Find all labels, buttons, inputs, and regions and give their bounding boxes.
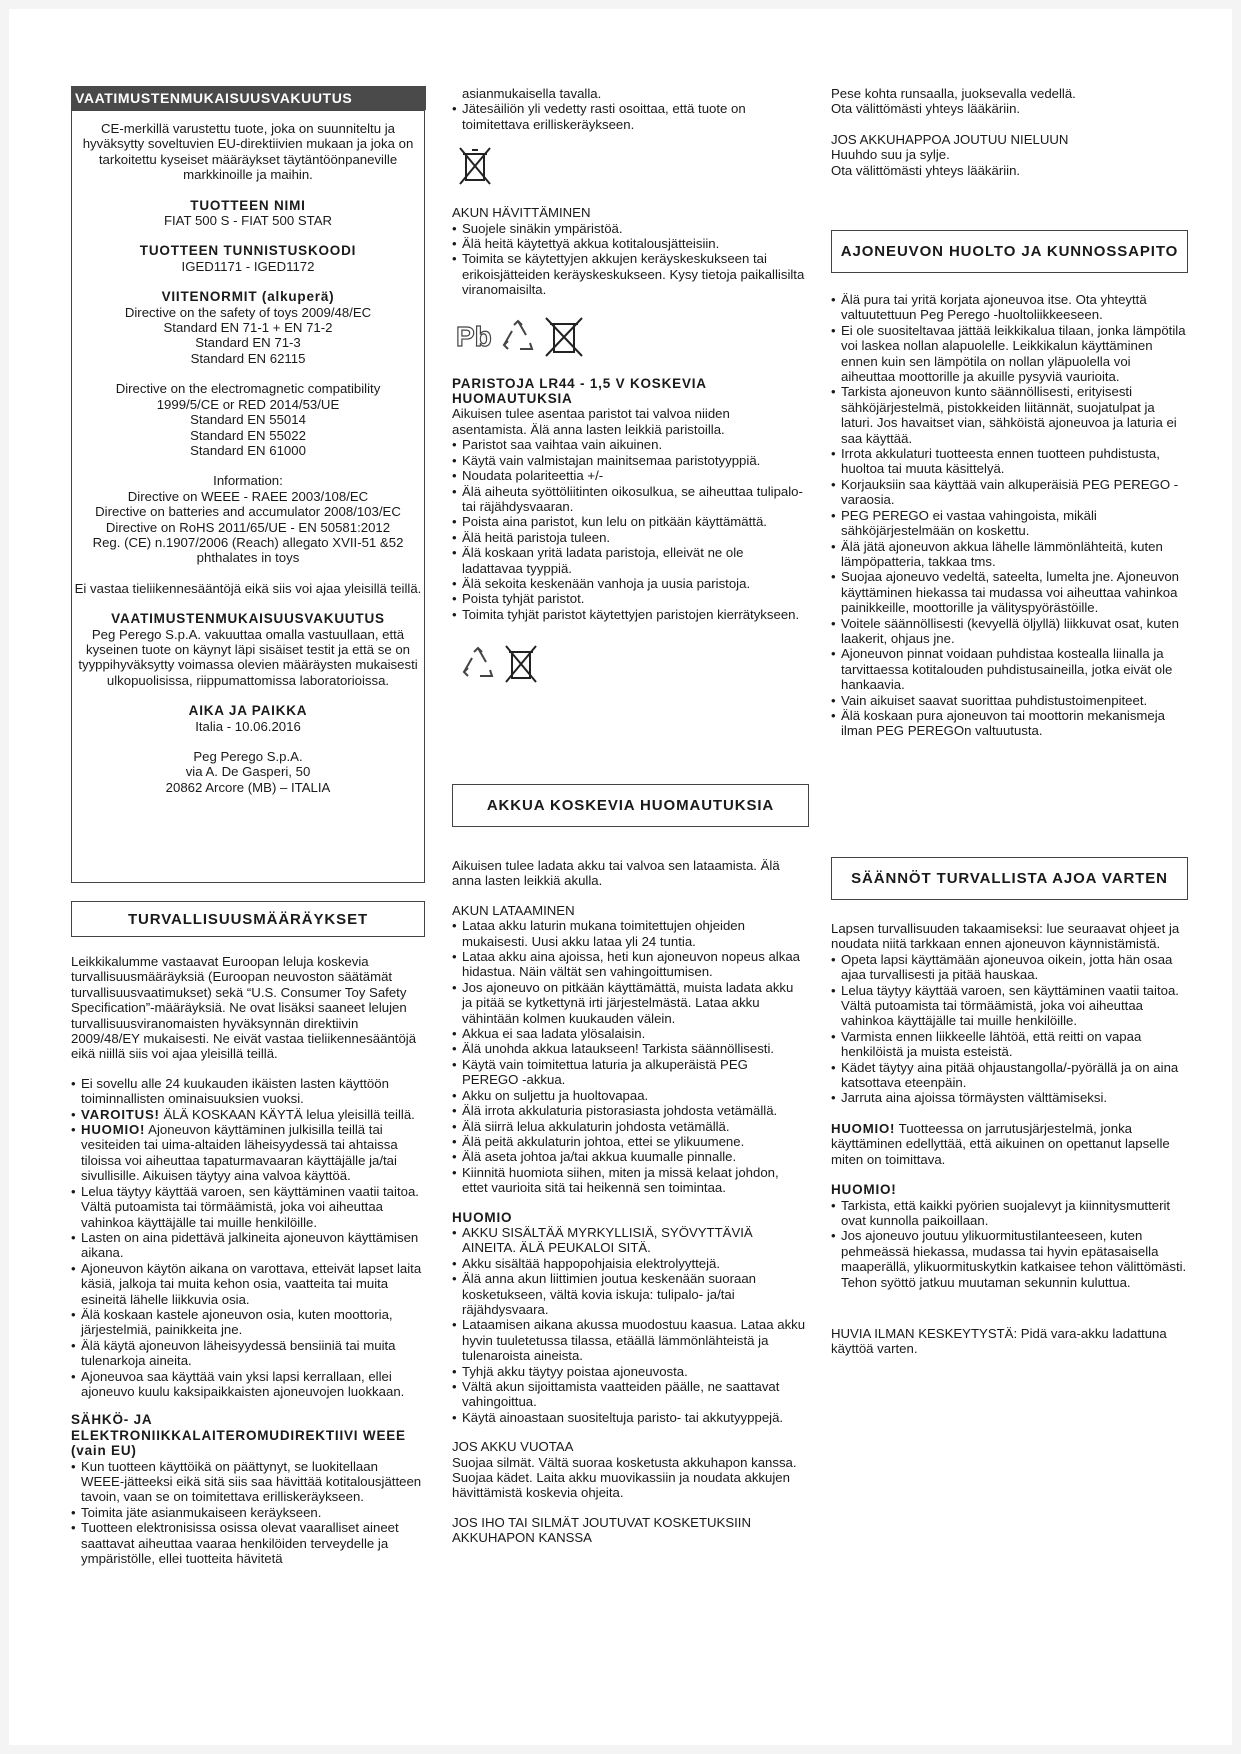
list-item: • Jätesäiliön yli vedetty rasti osoittaa, että tuote on toimitettava erilliskeräykseen. [452,101,807,132]
norm-line: Standard EN 71-1 + EN 71-2 [163,320,333,336]
disposal-icons [456,312,807,362]
list-item: • Älä heitä käytettyä akkua kotitalousjätteisiin. [452,236,807,251]
list-item: • Älä siirrä lelua akkulaturin johdosta vetämällä. [452,1119,807,1134]
lr44-list [452,437,807,622]
leak-text: Suojaa kädet. Laita akku muovikassiin ja noudata akkujen hävittämistä koskevia ohjeita. [452,1470,790,1501]
battery-header: AKKUA KOSKEVIA HUOMAUTUKSIA [452,784,809,827]
list-item: • Akku sisältää happopohjaisia elektrolyyttejä. [452,1256,807,1271]
list-item: • Älä anna akun liittimien joutua keskenään suoraan kosketukseen, vältä kovia iskuja: tulipalo- ja/tai räjähdysvaara. [452,1271,807,1317]
huomio2-label: HUOMIO! [831,1182,897,1198]
info-line: phthalates in toys [196,550,300,566]
time-place: Italia - 10.06.2016 [195,718,301,734]
declaration-header: VAATIMUSTENMUKAISUUSVAKUUTUS [71,86,426,110]
norm-line: 1999/5/CE or RED 2014/53/UE [156,396,340,412]
huomio-label: HUOMIO [452,1209,513,1225]
list-item: • Älä aseta johtoa ja/tai akkua kuumalle pinnalle. [452,1149,807,1164]
list-item: • Lataa akku aina ajoissa, heti kun ajoneuvon nopeus alkaa hidastua. Näin vältät sen vahingoittumisen. [452,949,807,980]
lr44-intro: Aikuisen tulee asentaa paristot tai valvoa niiden asentamista. Älä anna lasten leikkiä paristoilla. [452,406,730,437]
crossed-bin-icon [458,144,807,190]
crossed-bin-icon [504,642,538,686]
list-item: • PEG PEREGO ei vastaa vahingoista, mikäli sähköjärjestelmään on koskettu. [831,508,1188,539]
list-item: • Poista tyhjät paristot. [452,591,807,606]
list-item: • Poista aina paristot, kun lelu on pitkään käyttämättä. [452,514,807,529]
rinse-text: Pese kohta runsaalla, juoksevalla vedellä. [831,86,1076,101]
list-item: • Älä käytä ajoneuvon läheisyydessä bensiiniä tai muita tulenarkoja aineita. [71,1338,423,1369]
info-line: Directive on RoHS 2011/65/UE - EN 50581:2012 [105,519,391,535]
list-item: • Toimita tyhjät paristot käytettyjen paristojen kierrätykseen. [452,607,807,622]
list-item: • Lelua täytyy käyttää varoen, sen käyttäminen vaatii taitoa. Vältä putoamista tai törmäämistä, joka voi aiheuttaa vahinkoa käyttäjälle tai muille henkilöille. [71,1184,423,1230]
disposal-list [452,221,807,298]
list-item: • AKKU SISÄLTÄÄ MYRKYLLISIÄ, SYÖVYTTÄVIÄ AINEITA. ÄLÄ PEUKALOI SITÄ. [452,1225,807,1256]
list-item: • Akku on suljettu ja huoltovapaa. [452,1088,807,1103]
doctor-text: Ota välittömästi yhteys lääkäriin. [831,101,1021,117]
list-item: • Vältä akun sijoittamista vaatteiden päälle, ne saattavat vahingoittua. [452,1379,807,1410]
battery-disposal-section [452,86,807,686]
info-line: Reg. (CE) n.1907/2006 (Reach) allegato XVII-51 &52 [92,534,404,550]
list-item: • Käytä vain valmistajan mainitsemaa paristotyyppiä. [452,453,807,468]
recycle-icon [500,319,536,355]
list-item: • Vain aikuiset saavat suorittaa puhdistustoimenpiteet. [831,693,1188,708]
norm-line: Standard EN 55014 [190,412,306,428]
list-item: • Jos ajoneuvo joutuu ylikuormitustilanteeseen, kuten pehmeässä hiekassa, mudassa tai hyvin epätasaisella maaperällä, ylikuormituskytkin katkaisee tehon välittömästi. Tehon syöttö jatkuu muutaman sekunnin kuluttua. [831,1228,1188,1290]
list-item: • Ajoneuvoa saa käyttää vain yksi lapsi kerrallaan, ellei ajoneuvo kuulu kaksipaikkaisten ajoneuvojen luokkaan. [71,1369,423,1400]
crossed-bin-icon-svg [458,144,492,188]
list-item: • Älä aiheuta syöttöliitinten oikosulkua, se aiheuttaa tulipalo- tai räjähdysvaaran. [452,484,807,515]
list-item: • Tarkista ajoneuvon kunto säännöllisesti, erityisesti sähköjärjestelmä, pistokkeiden liitännät, suojatulpat ja laturi. Jos havaitset vian, sähköistä ajoneuvoa ja laturia ei saa käyttää. [831,384,1188,446]
list-item: • Älä unohda akkua lataukseen! Tarkista säännöllisesti. [452,1041,807,1056]
lr44-label: PARISTOJA LR44 - 1,5 V KOSKEVIA HUOMAUTUKSIA [452,375,707,407]
recycle-icons [460,642,807,686]
list-item: • Kädet täytyy aina pitää ohjaustangolla/-pyörällä ja on aina katsottava eteenpäin. [831,1060,1188,1091]
list-item: • Opeta lapsi käyttämään ajoneuvoa oikein, jotta hän osaa ajaa turvallisesti ja pitää hauskaa. [831,952,1188,983]
warning-text: ÄLÄ KOSKAAN KÄYTÄ lelua yleisillä teillä. [163,1106,415,1122]
list-item: • Irrota akkulaturi tuotteesta ennen tuotteen puhdistusta, huoltoa tai muuta käsittelyä. [831,446,1188,477]
company-line: via A. De Gasperi, 50 [185,764,311,780]
battery-section [452,858,807,1546]
list-item: • Älä koskaan kastele ajoneuvon osia, kuten moottoria, järjestelmiä, painikkeita jne. [71,1307,423,1338]
list-item [71,1122,423,1184]
list-item: • Ei sovellu alle 24 kuukauden ikäisten lasten käyttöön toiminnallisten ominaisuuksien vuoksi. [71,1076,423,1107]
charging-list [452,918,807,1195]
norm-line: Standard EN 71-3 [195,335,301,351]
list-item: • Paristot saa vaihtaa vain aikuinen. [452,437,807,452]
list-item: • Toimita se käytettyjen akkujen keräyskeskukseen tai erikoisjätteiden keräyskeskukseen. Kysy tietoja paikallisilta viranomaisilta. [452,251,807,297]
list-item: • Kun tuotteen käyttöikä on päättynyt, se luokitellaan WEEE-jätteeksi eikä sitä siis saa hävittää kotitalousjätteen tavoin, vaan se on toimitettava erilliskeräykseen. [71,1459,423,1505]
norm-line: Directive on the electromagnetic compatibility [115,381,381,397]
list-item: • Älä jätä ajoneuvon akkua lähelle lämmönlähteitä, kuten lämpöpatteria, takkaa tms. [831,539,1188,570]
weee-label: SÄHKÖ- JA ELEKTRONIIKKALAITEROMUDIREKTIIVI WEEE (vain EU) [71,1412,406,1459]
list-item: • Lasten on aina pidettävä jalkineita ajoneuvon käyttämisen aikana. [71,1230,423,1261]
leak-label: JOS AKKU VUOTAA [452,1439,574,1455]
list-item: • Lelua täytyy käyttää varoen, sen käyttäminen vaatii taitoa. Vältä putoamista tai törmäämistä, joka voi aiheuttaa vahinkoa käyttäjälle tai muille henkilöille. [831,983,1188,1029]
weee-list [71,1459,423,1567]
brake-text: Tuotteessa on jarrutusjärjestelmä, jonka käyttäminen edellyttää, että aikuinen on opettanut lapselle miten on toimittava. [831,1120,1170,1167]
swallow-label: JOS AKKUHAPPOA JOUTUU NIELUUN [831,131,1069,147]
list-item: • Ajoneuvon pinnat voidaan puhdistaa kostealla liinalla ja tarvittaessa kotitalouden puhdistusaineilla, jotka eivät ole hankaavia. [831,646,1188,692]
bin-list [452,101,807,132]
list-item: • Voitele säännöllisesti (kevyellä öljyllä) liikkuvat osat, kuten laakerit, ohjaus jne. [831,616,1188,647]
maintenance-section [831,292,1188,739]
list-item: • Älä peitä akkulaturin johtoa, ettei se ylikuumene. [452,1134,807,1149]
info-line: Information: [213,473,283,489]
time-place-label: AIKA JA PAIKKA [188,703,308,719]
maintenance-list [831,292,1188,739]
list-item: • Älä sekoita keskenään vanhoja ja uusia paristoja. [452,576,807,591]
list-item: • Suojaa ajoneuvo vedeltä, sateelta, lumelta jne. Ajoneuvon käyttäminen hiekassa tai mudassa voi aiheuttaa vahinkoa painikkeille, moottorille ja välityspyörästöille. [831,569,1188,615]
disposal-label: AKUN HÄVITTÄMINEN [452,205,591,221]
list-item: • Suojele sinäkin ympäristöä. [452,221,807,236]
list-item: • Varmista ennen liikkeelle lähtöä, että reitti on vapaa henkilöistä ja muista esteistä. [831,1029,1188,1060]
huomio-list [452,1225,807,1425]
product-code: IGED1171 - IGED1172 [181,258,315,274]
warning-label: VAROITUS! [81,1106,160,1122]
declaration-intro: CE-merkillä varustettu tuote, joka on suunniteltu ja hyväksytty soveltuvien EU-direktiivien mukaan ja joka on tarkoitettu kyseiset määräykset täytäntöönpaneville markkinoille ja maihin. [82,121,414,183]
note-label: HUOMIO! [81,1122,146,1138]
battery-intro: Aikuisen tulee ladata akku tai valvoa sen lataamista. Älä anna lasten leikkiä akulla. [452,858,780,889]
product-code-label: TUOTTEEN TUNNISTUSKOODI [139,243,357,259]
list-item: • Toimita jäte asianmukaiseen keräykseen. [71,1505,423,1520]
list-item: • Älä irrota akkulaturia pistorasiasta johdosta vetämällä. [452,1103,807,1118]
safety-intro: Leikkikalumme vastaavat Euroopan leluja koskevia turvallisuusmääräyksiä (Euroopan neuvoston säätämät turvallisuusvaatimukset) sekä “U.S. Consumer Toy Safety Specification”-määräyksiä. Ne ovat lisäksi saaneet lelujen turvallisuusviranomaisten hyväksynnän direktiivin 2009/48/EY mukaisesti. Ne eivät vastaa tieliikennesääntöjä eikä niillä siis voi ajaa yleisillä teillä. [71,954,417,1062]
declaration-box [71,110,425,883]
list-item: • Noudata polariteettia +/- [452,468,807,483]
brake-label: HUOMIO! [831,1120,896,1136]
list-item: • Käytä ainoastaan suositeltuja paristo- tai akkutyyppejä. [452,1410,807,1425]
list-item: • Tyhjä akku täytyy poistaa ajoneuvosta. [452,1364,807,1379]
continued-text: asianmukaisella tavalla. [462,86,602,101]
info-line: Directive on WEEE - RAEE 2003/108/EC [127,488,369,504]
safety-section [71,954,423,1566]
rules-list [831,952,1188,1106]
company-line: Peg Perego S.p.A. [193,749,303,764]
rules-intro: Lapsen turvallisuuden takaamiseksi: lue seuraavat ohjeet ja noudata niitä tarkkaan ennen ajoneuvon käynnistämistä. [831,921,1180,952]
list-item: • Korjauksiin saa käyttää vain alkuperäisiä PEG PEREGO -varaosia. [831,477,1188,508]
list-item: • Älä heitä paristoja tuleen. [452,530,807,545]
company-line: 20862 Arcore (MB) – ITALIA [165,779,331,795]
leak-text: Suojaa silmät. Vältä suoraa kosketusta akkuhapon kanssa. [452,1454,797,1470]
list-item: • Kiinnitä huomiota siihen, miten ja missä kelaat johdon, ettet vaurioita sitä tai heikennä sen toimintaa. [452,1165,807,1196]
list-item: • Ajoneuvon käytön aikana on varottava, etteivät lapset laita käsiä, jalkoja tai muita kehon osia, vaatteita tai muita esineitä lähelle liikkuvia osia. [71,1261,423,1307]
charging-label: AKUN LATAAMINEN [452,902,575,918]
maintenance-header: AJONEUVON HUOLTO JA KUNNOSSAPITO [831,230,1188,273]
list-item: • Lataa akku laturin mukana toimitettujen ohjeiden mukaisesti. Uusi akku lataa yli 24 tuntia. [452,918,807,949]
traffic-note: Ei vastaa tieliikennesääntöjä eikä siis voi ajaa yleisillä teillä. [74,580,422,596]
skin-label: JOS IHO TAI SILMÄT JOUTUVAT KOSKETUKSIIN AKKUHAPON KANSSA [452,1514,751,1546]
list-item: • Jarruta aina ajoissa törmäysten välttämiseksi. [831,1090,1188,1105]
note-text: Ajoneuvon käyttäminen julkisilla teillä tai vesiteiden tai uima-altaiden läheisyydessä tai ahtaissa tiloissa voi aiheuttaa tapaturmavaaran käyttäjälle ja/tai sivullisille. Aikuisen täytyy aina valvoa käyttöä. [81,1122,398,1184]
list-item: • Tuotteen elektronisissa osissa olevat vaaralliset aineet saattavat aiheuttaa vaaraa henkilöiden terveydelle ja ympäristölle, ellei tuotteita hävitetä [71,1520,423,1566]
fun-text: HUVIA ILMAN KESKEYTYSTÄ: Pidä vara-akku ladattuna käyttöä varten. [831,1325,1167,1357]
crossed-bin-icon [544,314,584,360]
declaration-text: Peg Perego S.p.A. vakuuttaa omalla vastuullaan, että kyseinen tuote on käynyt läpi sisäiset testit ja että se on tyyppihyväksytty voimassa olevien määräysten mukaisesti ulkopuolisissa, riippumattomissa laboratorioissa. [78,626,418,688]
list-item: • Käytä vain toimitettua laturia ja alkuperäistä PEG PEREGO -akkua. [452,1057,807,1088]
brake-note [831,1121,1188,1167]
ref-norms-label: VIITENORMIT (alkuperä) [161,289,335,305]
product-name: FIAT 500 S - FIAT 500 STAR [163,213,333,229]
rules-section [831,921,1188,1357]
list-item: • Tarkista, että kaikki pyörien suojalevyt ja kiinnitysmutterit ovat kunnolla paikoillaan. [831,1198,1188,1229]
list-item: • Ei ole suositeltavaa jättää leikkikalua tilaan, jonka lämpötila voi laskea nollan alapuolelle. Leikkikalun käyttäminen ennen kuin sen lämpötila on nollan yläpuolella voi aiheuttaa moottorille ja akuille pysyviä vaurioita. [831,323,1188,385]
list-item: • Älä koskaan yritä ladata paristoja, elleivät ne ole ladattavaa tyyppiä. [452,545,807,576]
list-item: • Älä pura tai yritä korjata ajoneuvoa itse. Ota yhteyttä valtuutettuun Peg Perego -huoltoliikkeeseen. [831,292,1188,323]
list-item: • Jos ajoneuvo on pitkään käyttämättä, muista ladata akku ja pitää se kytkettynä irti järjestelmästä. Lataa akku vähintään kolmen kuukauden välein. [452,980,807,1026]
huomio2-list [831,1198,1188,1290]
list-item [71,1107,423,1122]
list-item: • Akkua ei saa ladata ylösalaisin. [452,1026,807,1041]
norm-line: Standard EN 61000 [190,442,306,458]
norm-line: Standard EN 62115 [190,350,306,366]
swallow-text: Huuhdo suu ja sylje. [831,147,950,163]
acid-section [831,86,1188,178]
declaration-label: VAATIMUSTENMUKAISUUSVAKUUTUS [111,611,385,627]
norm-line: Standard EN 55022 [190,427,306,443]
norm-line: Directive on the safety of toys 2009/48/EC [124,304,372,320]
product-name-label: TUOTTEEN NIMI [190,197,306,213]
safety-header: TURVALLISUUSMÄÄRÄYKSET [71,901,425,937]
doctor-text: Ota välittömästi yhteys lääkäriin. [831,162,1021,178]
pb-symbol: Pb [456,320,492,352]
info-line: Directive on batteries and accumulator 2008/103/EC [95,504,401,520]
recycle-icon [460,646,496,682]
list-item: • Lataamisen aikana akussa muodostuu kaasua. Lataa akku hyvin tuuletetussa tilassa, etäällä lämmönlähteistä ja tulenaroista aineista. [452,1317,807,1363]
manual-page [9,9,1232,1745]
list-item: • Älä koskaan pura ajoneuvon tai moottorin mekanismeja ilman PEG PEREGOn valtuutusta. [831,708,1188,739]
safety-list [71,1076,423,1400]
rules-header: SÄÄNNÖT TURVALLISTA AJOA VARTEN [831,857,1188,900]
